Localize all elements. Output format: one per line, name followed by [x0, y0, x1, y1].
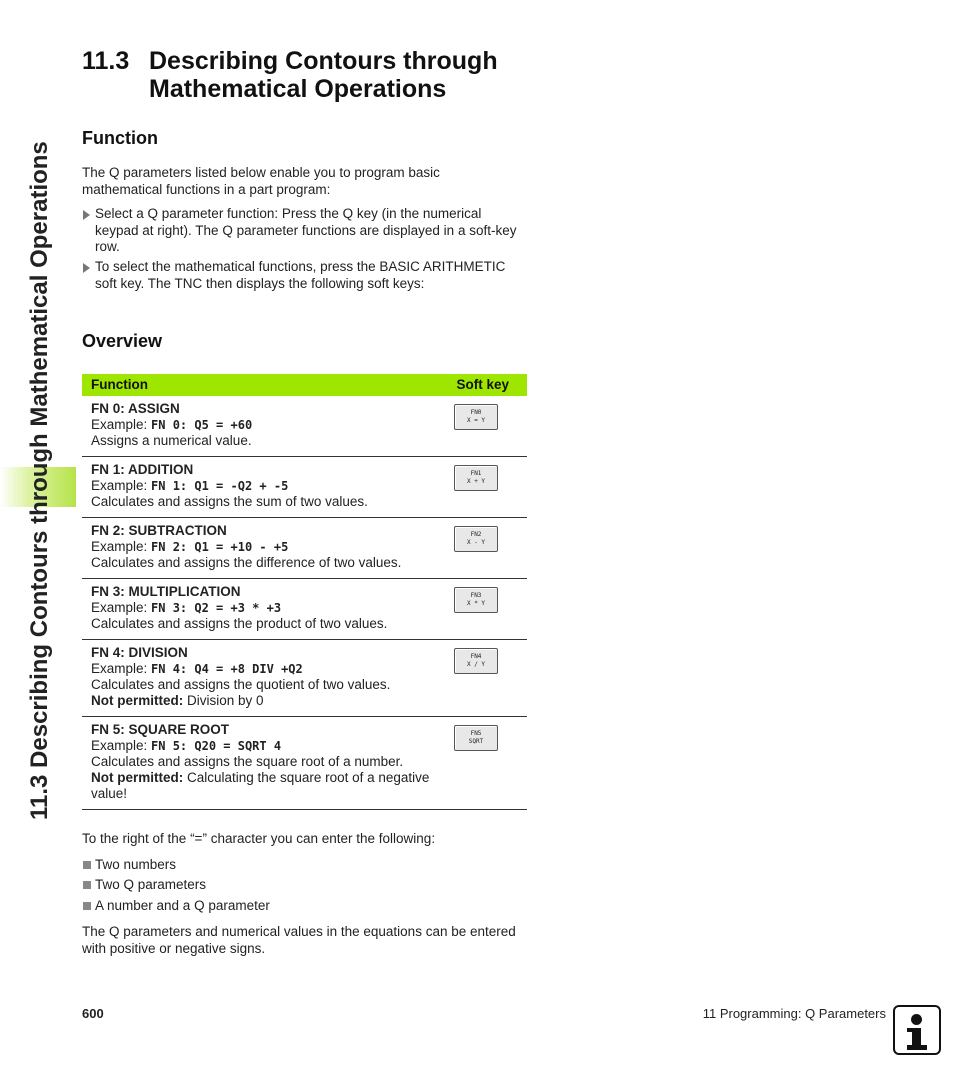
header-function: Function — [91, 377, 148, 392]
function-description: Calculates and assigns the quotient of two values. — [91, 677, 391, 692]
step-1-text: Select a Q parameter function: Press the Q key (in the numerical keypad at right). The Q parameter functions are displayed in a soft-key row. — [95, 206, 517, 254]
table-row — [82, 518, 527, 579]
example-line — [91, 478, 441, 494]
function-intro: The Q parameters listed below enable you to program basic mathematical functions in a part program: — [82, 165, 440, 197]
table-row — [82, 640, 527, 717]
after-table-text: To the right of the “=” character you can enter the following: — [82, 831, 436, 846]
softkey-button[interactable] — [454, 465, 498, 491]
chapter-title: 11 Programming: Q Parameters — [702, 1006, 886, 1021]
example-line — [91, 539, 441, 555]
softkey-label: FN2 — [470, 531, 482, 538]
example-code: FN 4: Q4 = +8 DIV +Q2 — [151, 662, 303, 676]
list-item — [82, 898, 270, 913]
bullet-icon — [83, 902, 91, 910]
function-name: FN 4: DIVISION — [91, 645, 188, 660]
function-name: FN 1: ADDITION — [91, 462, 194, 477]
not-permitted-note — [91, 693, 441, 709]
arrow-icon — [83, 210, 90, 220]
softkey-sublabel: X = Y — [466, 417, 486, 424]
list-item — [82, 857, 176, 872]
function-name: FN 2: SUBTRACTION — [91, 523, 227, 538]
function-description: Calculates and assigns the product of two values. — [91, 616, 388, 631]
row-body — [82, 717, 441, 809]
not-permitted-note — [91, 770, 441, 802]
softkey-label: FN3 — [470, 592, 482, 599]
step-2-text: To select the mathematical functions, press the BASIC ARITHMETIC soft key. The TNC then displays the following soft keys: — [95, 259, 506, 291]
function-description: Calculates and assigns the sum of two values. — [91, 494, 368, 509]
softkey-button[interactable] — [454, 587, 498, 613]
example-label: Example: — [91, 738, 152, 753]
function-heading: Function — [82, 128, 158, 148]
softkey-label: FN5 — [470, 730, 482, 737]
function-name: FN 3: MULTIPLICATION — [91, 584, 241, 599]
example-code: FN 3: Q2 = +3 * +3 — [151, 601, 282, 615]
table-header — [82, 374, 527, 396]
example-label: Example: — [91, 478, 152, 493]
function-description: Calculates and assigns the difference of two values. — [91, 555, 402, 570]
page-number: 600 — [82, 1006, 104, 1021]
not-permitted-text: Calculating the square root of a negative value! — [91, 770, 430, 801]
overview-heading: Overview — [82, 331, 163, 351]
info-icon — [893, 1005, 941, 1055]
example-label: Example: — [91, 539, 152, 554]
function-name: FN 5: SQUARE ROOT — [91, 722, 230, 737]
row-body — [82, 640, 441, 716]
row-body — [82, 396, 441, 456]
example-line — [91, 417, 441, 433]
example-line — [91, 600, 441, 616]
softkey-sublabel: X * Y — [466, 600, 486, 607]
arrow-icon — [83, 263, 90, 273]
example-label: Example: — [91, 417, 152, 432]
bullet-icon — [83, 881, 91, 889]
softkey-sublabel: X + Y — [466, 478, 486, 485]
function-description: Calculates and assigns the square root of a number. — [91, 754, 404, 769]
example-code: FN 2: Q1 = +10 - +5 — [151, 540, 289, 554]
bullet-text: A number and a Q parameter — [95, 898, 270, 913]
row-body — [82, 579, 441, 639]
function-description: Assigns a numerical value. — [91, 433, 252, 448]
softkey-sublabel: SQRT — [468, 738, 484, 745]
side-chapter-title: 11.3 Describing Contours through Mathematical Operations — [26, 141, 53, 820]
softkey-button[interactable] — [454, 648, 498, 674]
section-number: 11.3 — [82, 47, 130, 75]
bullet-text: Two numbers — [95, 857, 177, 872]
softkey-label: FN1 — [470, 470, 482, 477]
softkey-sublabel: X / Y — [466, 661, 486, 668]
table-row — [82, 396, 527, 457]
functions-table — [82, 374, 527, 810]
example-label: Example: — [91, 600, 152, 615]
softkey-button[interactable] — [454, 404, 498, 430]
example-code: FN 5: Q20 = SQRT 4 — [151, 739, 282, 753]
not-permitted-label: Not permitted: — [91, 693, 184, 708]
softkey-label: FN0 — [470, 409, 482, 416]
function-name: FN 0: ASSIGN — [91, 401, 180, 416]
bullet-icon — [83, 861, 91, 869]
section-title: Describing Contours through Mathematical Operations — [149, 47, 498, 103]
row-body — [82, 518, 441, 578]
step-2 — [82, 259, 527, 292]
softkey-sublabel: X - Y — [466, 539, 486, 546]
softkey-label: FN4 — [470, 653, 482, 660]
not-permitted-label: Not permitted: — [91, 770, 184, 785]
example-line — [91, 661, 441, 677]
table-row — [82, 717, 527, 810]
softkey-button[interactable] — [454, 526, 498, 552]
closing-text: The Q parameters and numerical values in the equations can be entered with positive or negative signs. — [82, 924, 516, 956]
table-row — [82, 457, 527, 518]
step-1 — [82, 206, 527, 256]
softkey-button[interactable] — [454, 725, 498, 751]
example-code: FN 0: Q5 = +60 — [151, 418, 253, 432]
example-label: Example: — [91, 661, 152, 676]
table-row — [82, 579, 527, 640]
bullet-text: Two Q parameters — [95, 877, 207, 892]
not-permitted-text: Division by 0 — [183, 693, 264, 708]
example-line — [91, 738, 441, 754]
row-body — [82, 457, 441, 517]
header-softkey: Soft key — [456, 377, 509, 392]
example-code: FN 1: Q1 = -Q2 + -5 — [151, 479, 289, 493]
list-item — [82, 877, 206, 892]
